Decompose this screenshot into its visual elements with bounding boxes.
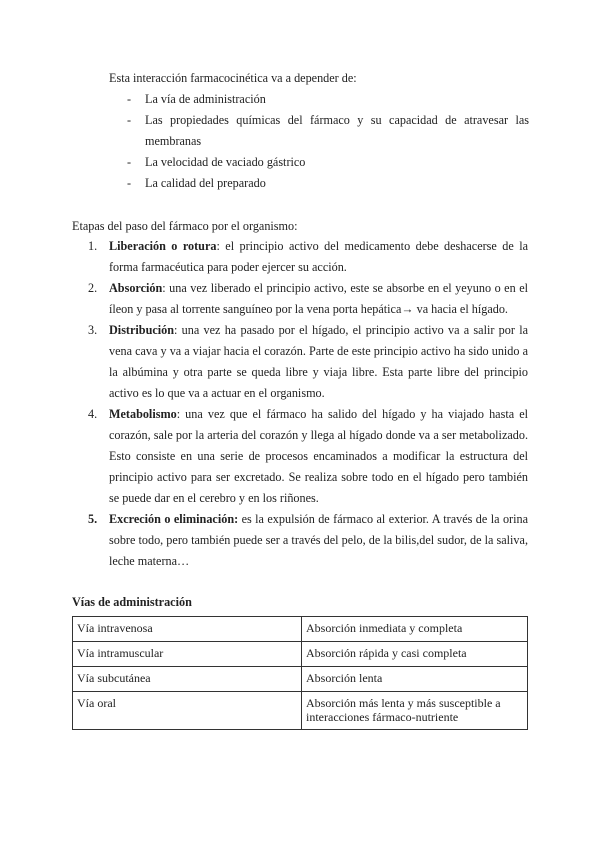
stage-separator: : xyxy=(162,281,166,295)
route-cell xyxy=(73,642,302,667)
dash-bullet: - xyxy=(127,176,132,190)
stage-separator: : xyxy=(174,323,178,337)
stage-text: el principio activo del medicamento debe deshacerse de la forma farmacéutica para poder ejercer su acción. xyxy=(109,239,528,274)
table-row xyxy=(73,692,528,730)
dash-bullet: - xyxy=(127,155,132,169)
list-item-text: La vía de administración xyxy=(145,92,266,106)
route-name: Vía intramuscular xyxy=(77,646,164,660)
list-item-text: Las propiedades químicas del fármaco y su capacidad de atravesar las membranas xyxy=(145,113,529,148)
table-row xyxy=(73,642,528,667)
list-item-text: La calidad del preparado xyxy=(145,176,266,190)
route-cell xyxy=(73,617,302,642)
list-item xyxy=(109,173,529,194)
list-item xyxy=(109,152,529,173)
stage-item xyxy=(72,278,528,320)
route-cell xyxy=(73,667,302,692)
stage-text: una vez que el fármaco ha salido del hígado y ha viajado hasta el corazón, sale por la arteria del corazón y llega al hígado donde va a ser metabolizado. Esto consiste en una serie de procesos encaminados a modificar la estructura del principio activo para ser excretado. Se realiza sobre todo en el hígado pero también se puede dar en el cerebro y en los riñones. xyxy=(109,407,528,505)
route-name: Vía oral xyxy=(77,696,116,710)
stage-item xyxy=(72,404,528,509)
absorption-cell xyxy=(302,617,528,642)
list-item-text: La velocidad de vaciado gástrico xyxy=(145,155,306,169)
absorption-text: Absorción más lenta y más susceptible a interacciones fármaco-nutriente xyxy=(306,696,501,724)
stage-term: Excreción o eliminación: xyxy=(109,512,239,526)
stage-item xyxy=(72,509,528,572)
routes-table xyxy=(72,616,528,730)
stage-number: 4. xyxy=(88,407,98,421)
stage-number: 2. xyxy=(88,281,98,295)
stage-item xyxy=(72,320,528,404)
factors-list xyxy=(109,89,529,194)
absorption-cell xyxy=(302,667,528,692)
absorption-text: Absorción inmediata y completa xyxy=(306,621,463,635)
routes-title: Vías de administración xyxy=(72,595,192,609)
absorption-text: Absorción rápida y casi completa xyxy=(306,646,467,660)
stages-list xyxy=(72,236,528,572)
stage-item xyxy=(72,236,528,278)
table-row xyxy=(73,617,528,642)
stage-text: una vez ha pasado por el hígado, el principio activo va a salir por la vena cava y va a viajar hacia el corazón. Parte de este principio activo ha sido unido a la albúmina y otra parte se queda libre y viaja libre. Esta parte libre del principio activo es lo que va a actuar en el organismo. xyxy=(109,323,528,400)
route-cell xyxy=(73,692,302,730)
stage-text: es la expulsión de fármaco al exterior. A través de la orina sobre todo, pero también puede ser a través del pelo, de la bilis,del sudor, de la saliva, leche materna… xyxy=(109,512,528,568)
absorption-cell xyxy=(302,692,528,730)
stage-separator: : xyxy=(216,239,220,253)
absorption-cell xyxy=(302,642,528,667)
route-name: Vía subcutánea xyxy=(77,671,151,685)
stage-separator: : xyxy=(176,407,181,421)
list-item xyxy=(109,89,529,110)
stage-number: 3. xyxy=(88,323,98,337)
stage-term: Distribución xyxy=(109,323,175,337)
list-item xyxy=(109,110,529,152)
dash-bullet: - xyxy=(127,113,132,127)
dash-bullet: - xyxy=(127,92,132,106)
stage-text: una vez liberado el principio activo, este se absorbe en el yeyuno o en el íleon y pasa al torrente sanguíneo por la vena porta hepática→ va hacia el hígado. xyxy=(109,281,528,316)
stage-number: 1. xyxy=(88,239,98,253)
table-row xyxy=(73,667,528,692)
intro-paragraph: Esta interacción farmacocinética va a depender de: xyxy=(109,71,357,85)
stage-term: Liberación o rotura xyxy=(109,239,217,253)
stage-number: 5. xyxy=(88,512,98,526)
stage-term: Metabolismo xyxy=(109,407,177,421)
absorption-text: Absorción lenta xyxy=(306,671,383,685)
stage-term: Absorción xyxy=(109,281,163,295)
route-name: Vía intravenosa xyxy=(77,621,153,635)
stages-heading: Etapas del paso del fármaco por el organismo: xyxy=(72,219,298,233)
